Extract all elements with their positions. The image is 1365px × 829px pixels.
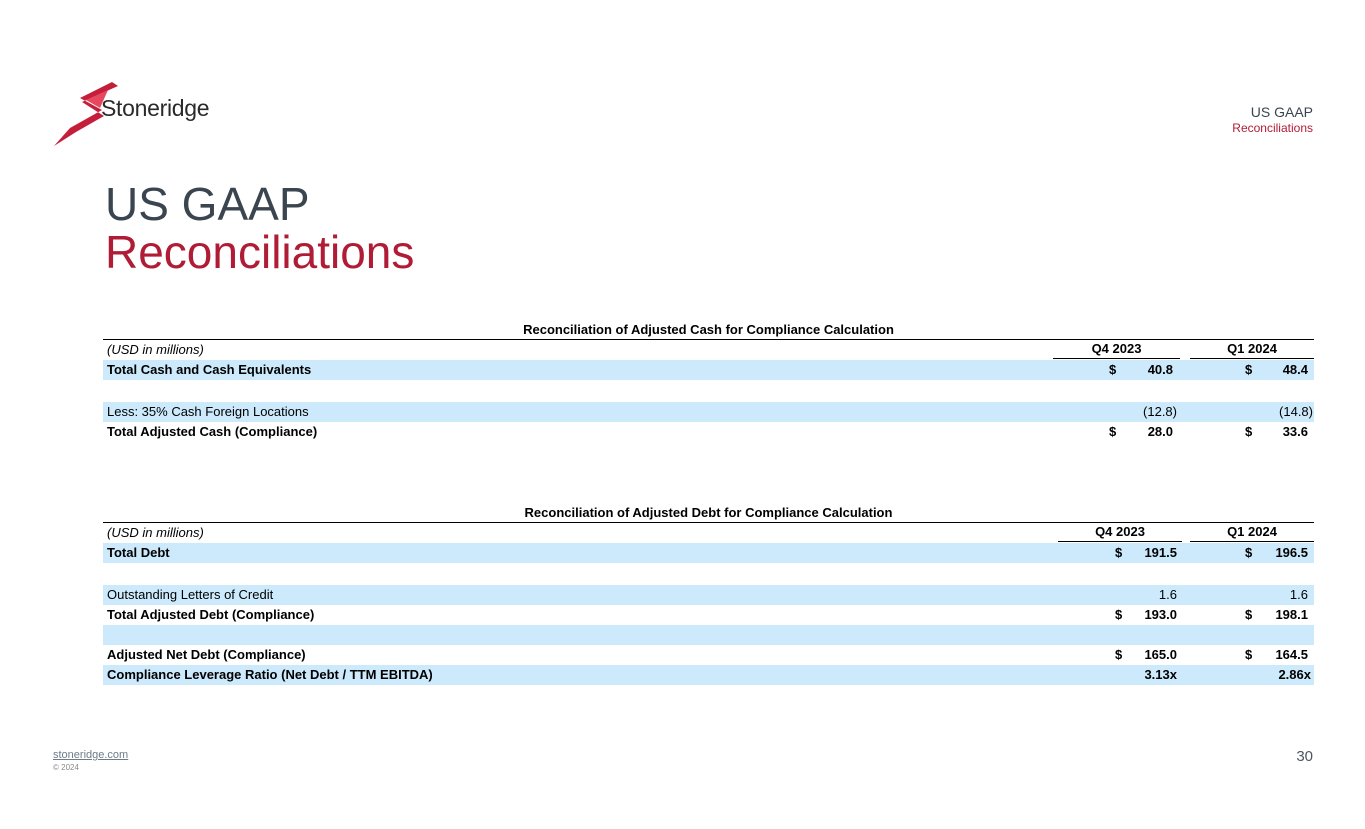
value-q4-2023: 3.13x [1144, 667, 1177, 682]
currency-symbol: $ [1245, 362, 1253, 377]
table-header-row [103, 522, 1314, 543]
debt-reconciliation-table [103, 504, 1314, 685]
page-title [105, 180, 414, 276]
brand-name: Stoneridge [101, 95, 210, 121]
currency-symbol: $ [1109, 424, 1117, 439]
currency-symbol: $ [1245, 647, 1253, 662]
table-row [103, 422, 1314, 442]
value-q1-2024: 196.5 [1275, 545, 1308, 560]
value-q4-2023: 40.8 [1147, 362, 1173, 377]
table-row [103, 402, 1314, 422]
value-q1-2024: 198.1 [1275, 607, 1308, 622]
section-header [1232, 104, 1313, 136]
currency-symbol: $ [1245, 424, 1253, 439]
value-q4-2023: (12.8) [1143, 404, 1177, 419]
currency-symbol: $ [1245, 607, 1253, 622]
column-header-q4-2023: Q4 2023 [1058, 523, 1182, 542]
value-q4-2023: 191.5 [1144, 545, 1177, 560]
row-label: Less: 35% Cash Foreign Locations [107, 404, 309, 419]
section-title: US GAAP [1250, 104, 1313, 120]
table-row [103, 360, 1314, 380]
table-caption: Reconciliation of Adjusted Debt for Compliance Calculation [524, 505, 893, 520]
value-q1-2024: 1.6 [1289, 587, 1308, 602]
footer [53, 749, 128, 774]
table-row [103, 665, 1314, 685]
column-header-q1-2024: Q1 2024 [1190, 340, 1314, 359]
currency-symbol: $ [1115, 545, 1123, 560]
column-header-q1-2024: Q1 2024 [1190, 523, 1314, 542]
table-row-spacer [103, 625, 1314, 645]
table-caption: Reconciliation of Adjusted Cash for Compliance Calculation [523, 322, 894, 337]
page-number: 30 [1296, 748, 1313, 765]
value-q1-2024: 48.4 [1282, 362, 1308, 377]
table-row [103, 605, 1314, 625]
table-row [103, 543, 1314, 563]
copyright: © 2024 [53, 763, 79, 772]
row-label: Total Debt [107, 545, 170, 560]
row-label: Outstanding Letters of Credit [107, 587, 274, 602]
value-q4-2023: 165.0 [1144, 647, 1177, 662]
row-label: Total Cash and Cash Equivalents [107, 362, 312, 377]
value-q1-2024: 164.5 [1275, 647, 1308, 662]
value-q1-2024: 33.6 [1282, 424, 1308, 439]
column-header-q4-2023: Q4 2023 [1053, 340, 1180, 359]
section-subtitle: Reconciliations [1232, 121, 1313, 135]
currency-symbol: $ [1115, 647, 1123, 662]
table-row [103, 585, 1314, 605]
row-label: Total Adjusted Debt (Compliance) [107, 607, 315, 622]
website-link[interactable]: stoneridge.com [53, 749, 129, 761]
units-label: (USD in millions) [107, 342, 204, 357]
table-header-row [103, 339, 1314, 360]
value-q4-2023: 28.0 [1147, 424, 1173, 439]
currency-symbol: $ [1109, 362, 1117, 377]
value-q4-2023: 1.6 [1158, 587, 1177, 602]
units-label: (USD in millions) [107, 525, 204, 540]
page-title-line2: Reconciliations [105, 226, 415, 278]
value-q1-2024: 2.86x [1278, 667, 1311, 682]
row-label: Compliance Leverage Ratio (Net Debt / TTM EBITDA) [107, 667, 433, 682]
value-q1-2024: (14.8) [1279, 404, 1313, 419]
row-label: Total Adjusted Cash (Compliance) [107, 424, 318, 439]
page-title-line1: US GAAP [105, 178, 310, 230]
currency-symbol: $ [1115, 607, 1123, 622]
currency-symbol: $ [1245, 545, 1253, 560]
row-label: Adjusted Net Debt (Compliance) [107, 647, 306, 662]
table-row [103, 645, 1314, 665]
cash-reconciliation-table [103, 321, 1314, 442]
value-q4-2023: 193.0 [1144, 607, 1177, 622]
